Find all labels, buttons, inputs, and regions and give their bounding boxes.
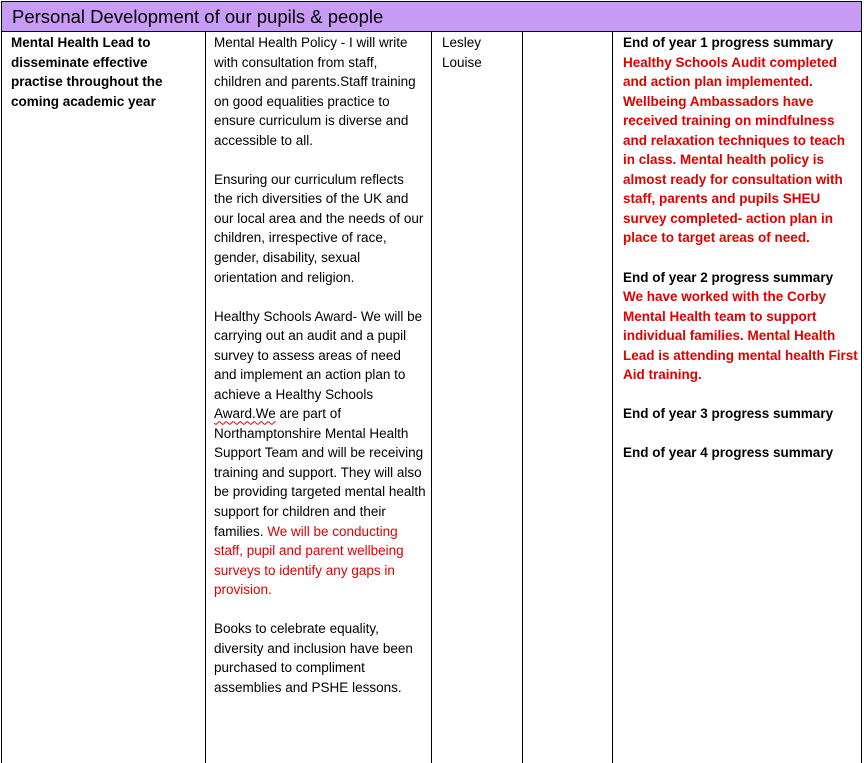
- column-divider: [431, 32, 432, 763]
- section-header: [1, 1, 862, 32]
- actions-cell: [214, 33, 426, 697]
- column-divider: [522, 32, 523, 763]
- column-divider: [861, 32, 862, 763]
- actions-text: are part of Northamptonshire Mental Health Support Team and will be receiving training and support. They will also be providing targeted mental health support for children and their families.: [214, 406, 426, 539]
- actions-paragraph: Ensuring our curriculum reflects the rich diversities of the UK and our local area and the needs of our children, irrespective of race, gender, disability, sexual orientation and religion.: [214, 171, 424, 285]
- actions-paragraph: Books to celebrate equality, diversity and inclusion have been purchased to compliment assemblies and PSHE lessons.: [214, 621, 413, 695]
- column-divider: [612, 32, 613, 763]
- actions-text: Healthy Schools Award- We will be carrying out an audit and a pupil survey to assess areas of need and implement an action plan to achieve a Healthy Schools: [214, 308, 423, 402]
- spelling-flag-text: Award.We: [214, 406, 276, 422]
- actions-paragraph: [214, 307, 426, 600]
- progress-heading: End of year 2 progress summary: [623, 269, 834, 285]
- progress-heading: End of year 1 progress summary: [623, 35, 834, 50]
- progress-heading: End of year 3 progress summary: [623, 406, 834, 422]
- progress-summary: We have worked with the Corby Mental Health team to support individual families. Mental Health Lead is attending mental health First Aid training.: [623, 289, 858, 383]
- column-divider: [1, 32, 2, 763]
- column-divider: [205, 32, 206, 763]
- development-plan-table: [1, 1, 862, 762]
- actions-update-text: We will be conducting staff, pupil and parent wellbeing surveys to identify any gaps in provision.: [214, 523, 404, 598]
- lead-cell: Lesley Louise: [442, 35, 482, 70]
- section-title: Personal Development of our pupils & people: [12, 6, 384, 27]
- actions-paragraph: Mental Health Policy - I will write with consultation from staff, children and parents.Staff training on good equalities practice to ensure curriculum is diverse and accessible to all.: [214, 35, 416, 148]
- progress-summary: Healthy Schools Audit completed and action plan implemented. Wellbeing Ambassadors have received training on mindfulness and relaxation techniques to teach in class. Mental health policy is almost ready for consultation with staff, parents and pupils SHEU survey completed- action plan in place to target areas of need.: [623, 54, 846, 246]
- progress-cell: [623, 33, 859, 463]
- objective-cell: Mental Health Lead to disseminate effective practise throughout the coming academic year: [11, 35, 163, 109]
- progress-heading: End of year 4 progress summary: [623, 445, 834, 461]
